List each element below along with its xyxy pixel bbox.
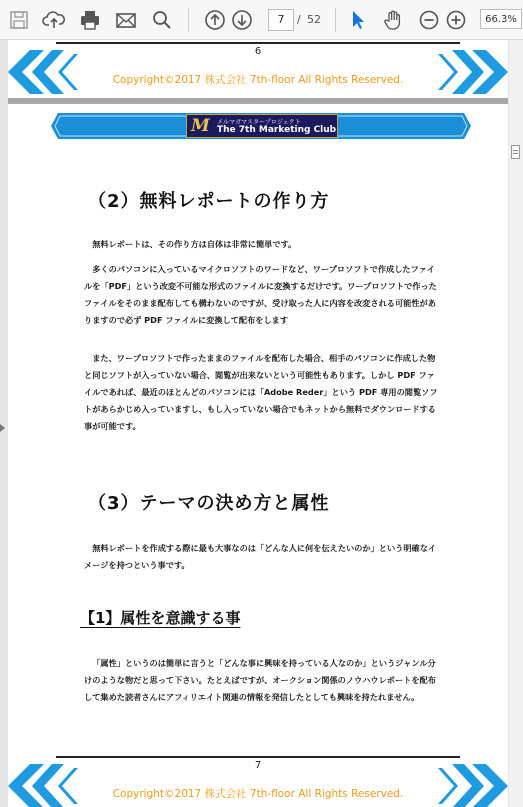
copyright-text: Copyright©2017 株式会社 7th-floor All Rights Reserved. [112, 74, 404, 86]
footer-page-number: 7 [254, 760, 262, 771]
arrow-up-icon[interactable] [203, 8, 227, 32]
zoom-in-icon[interactable] [444, 8, 468, 32]
subsection-heading: 【1】属性を意識する事 [80, 609, 241, 627]
club-logo [186, 114, 338, 138]
footer-rule [56, 42, 460, 44]
mail-icon[interactable] [114, 8, 138, 32]
zoom-level-field[interactable]: 66.3% [480, 9, 522, 29]
paragraph: 「属性」というのは簡単に言うと「どんな事に興味を持っている人なのか」というジャンル分けのような物だと思って下さい。たとえばですが、オークション関係のノウハウレポートを配布して集めた読者さんにアフィリエイト関連の情報を発信したとしても興味を持たれません。 [84, 658, 436, 702]
paragraph: 無料レポートは、その作り方は自体は非常に簡単です。 [92, 239, 297, 249]
save-icon[interactable] [7, 8, 31, 32]
paragraph: また、ワープロソフトで作ったままのファイルを配布した場合、相手のパソコンに作成した物と同じソフトが入っていない場合、閲覧が出来ないという可能性もあります。しかし PDF ファイルであれば、最近のほとんどのパソコンには「Adobe Reder」という PDF 専用の閲覧ソフトがあらかじめ入っていますし、もし入っていない場合でもネットから無料でダウンロードする事が可能です。 [84, 353, 438, 431]
vertical-scrollbar[interactable] [509, 40, 523, 807]
page-gap [8, 98, 508, 104]
pdf-toolbar [0, 0, 523, 40]
page-number-input[interactable]: 7 [268, 9, 294, 31]
logo-title: The 7th Marketing Club [217, 125, 337, 135]
footer-rule [56, 756, 460, 758]
header-ribbon [50, 111, 472, 141]
paragraph: 多くのパソコンに入っているマイクロソフトのワードなど、ワープロソフトで作成したファイルを「PDF」という改変不可能な形式のファイルに変換するだけです。ワープロソフトで作ったファイルをそのまま配布しても構わないのですが、受け取った人に内容を改変される可能性がありますので必ず PDF ファイルに変換して配布をします [84, 264, 437, 325]
zoom-out-icon[interactable] [417, 8, 441, 32]
document-page [8, 40, 508, 807]
section-heading: （2）無料レポートの作り方 [88, 191, 330, 212]
cursor-icon[interactable] [346, 8, 370, 32]
print-icon[interactable] [78, 8, 102, 32]
total-pages: 52 [307, 13, 321, 26]
hand-icon[interactable] [381, 8, 405, 32]
page-separator: / [297, 13, 301, 26]
side-panel-toggle-icon[interactable] [0, 424, 5, 432]
previous-page-footer [8, 40, 508, 98]
search-icon[interactable] [150, 8, 174, 32]
paragraph: 無料レポートを作成する際に最も大事なのは「どんな人に何を伝えたいのか」という明確なイメージを持つという事です。 [84, 543, 437, 570]
page-footer [8, 752, 508, 807]
footer-page-number: 6 [254, 46, 262, 57]
logo-letter: M [191, 116, 210, 136]
logo-subtitle: メルマガマスタープロジェクト [217, 119, 301, 126]
copyright-text: Copyright©2017 株式会社 7th-floor All Rights Reserved. [112, 788, 404, 800]
section-heading: （3）テーマの決め方と属性 [88, 493, 330, 514]
arrow-down-icon[interactable] [230, 8, 254, 32]
scrollbar-thumb[interactable] [511, 145, 520, 159]
upload-icon[interactable] [42, 8, 66, 32]
